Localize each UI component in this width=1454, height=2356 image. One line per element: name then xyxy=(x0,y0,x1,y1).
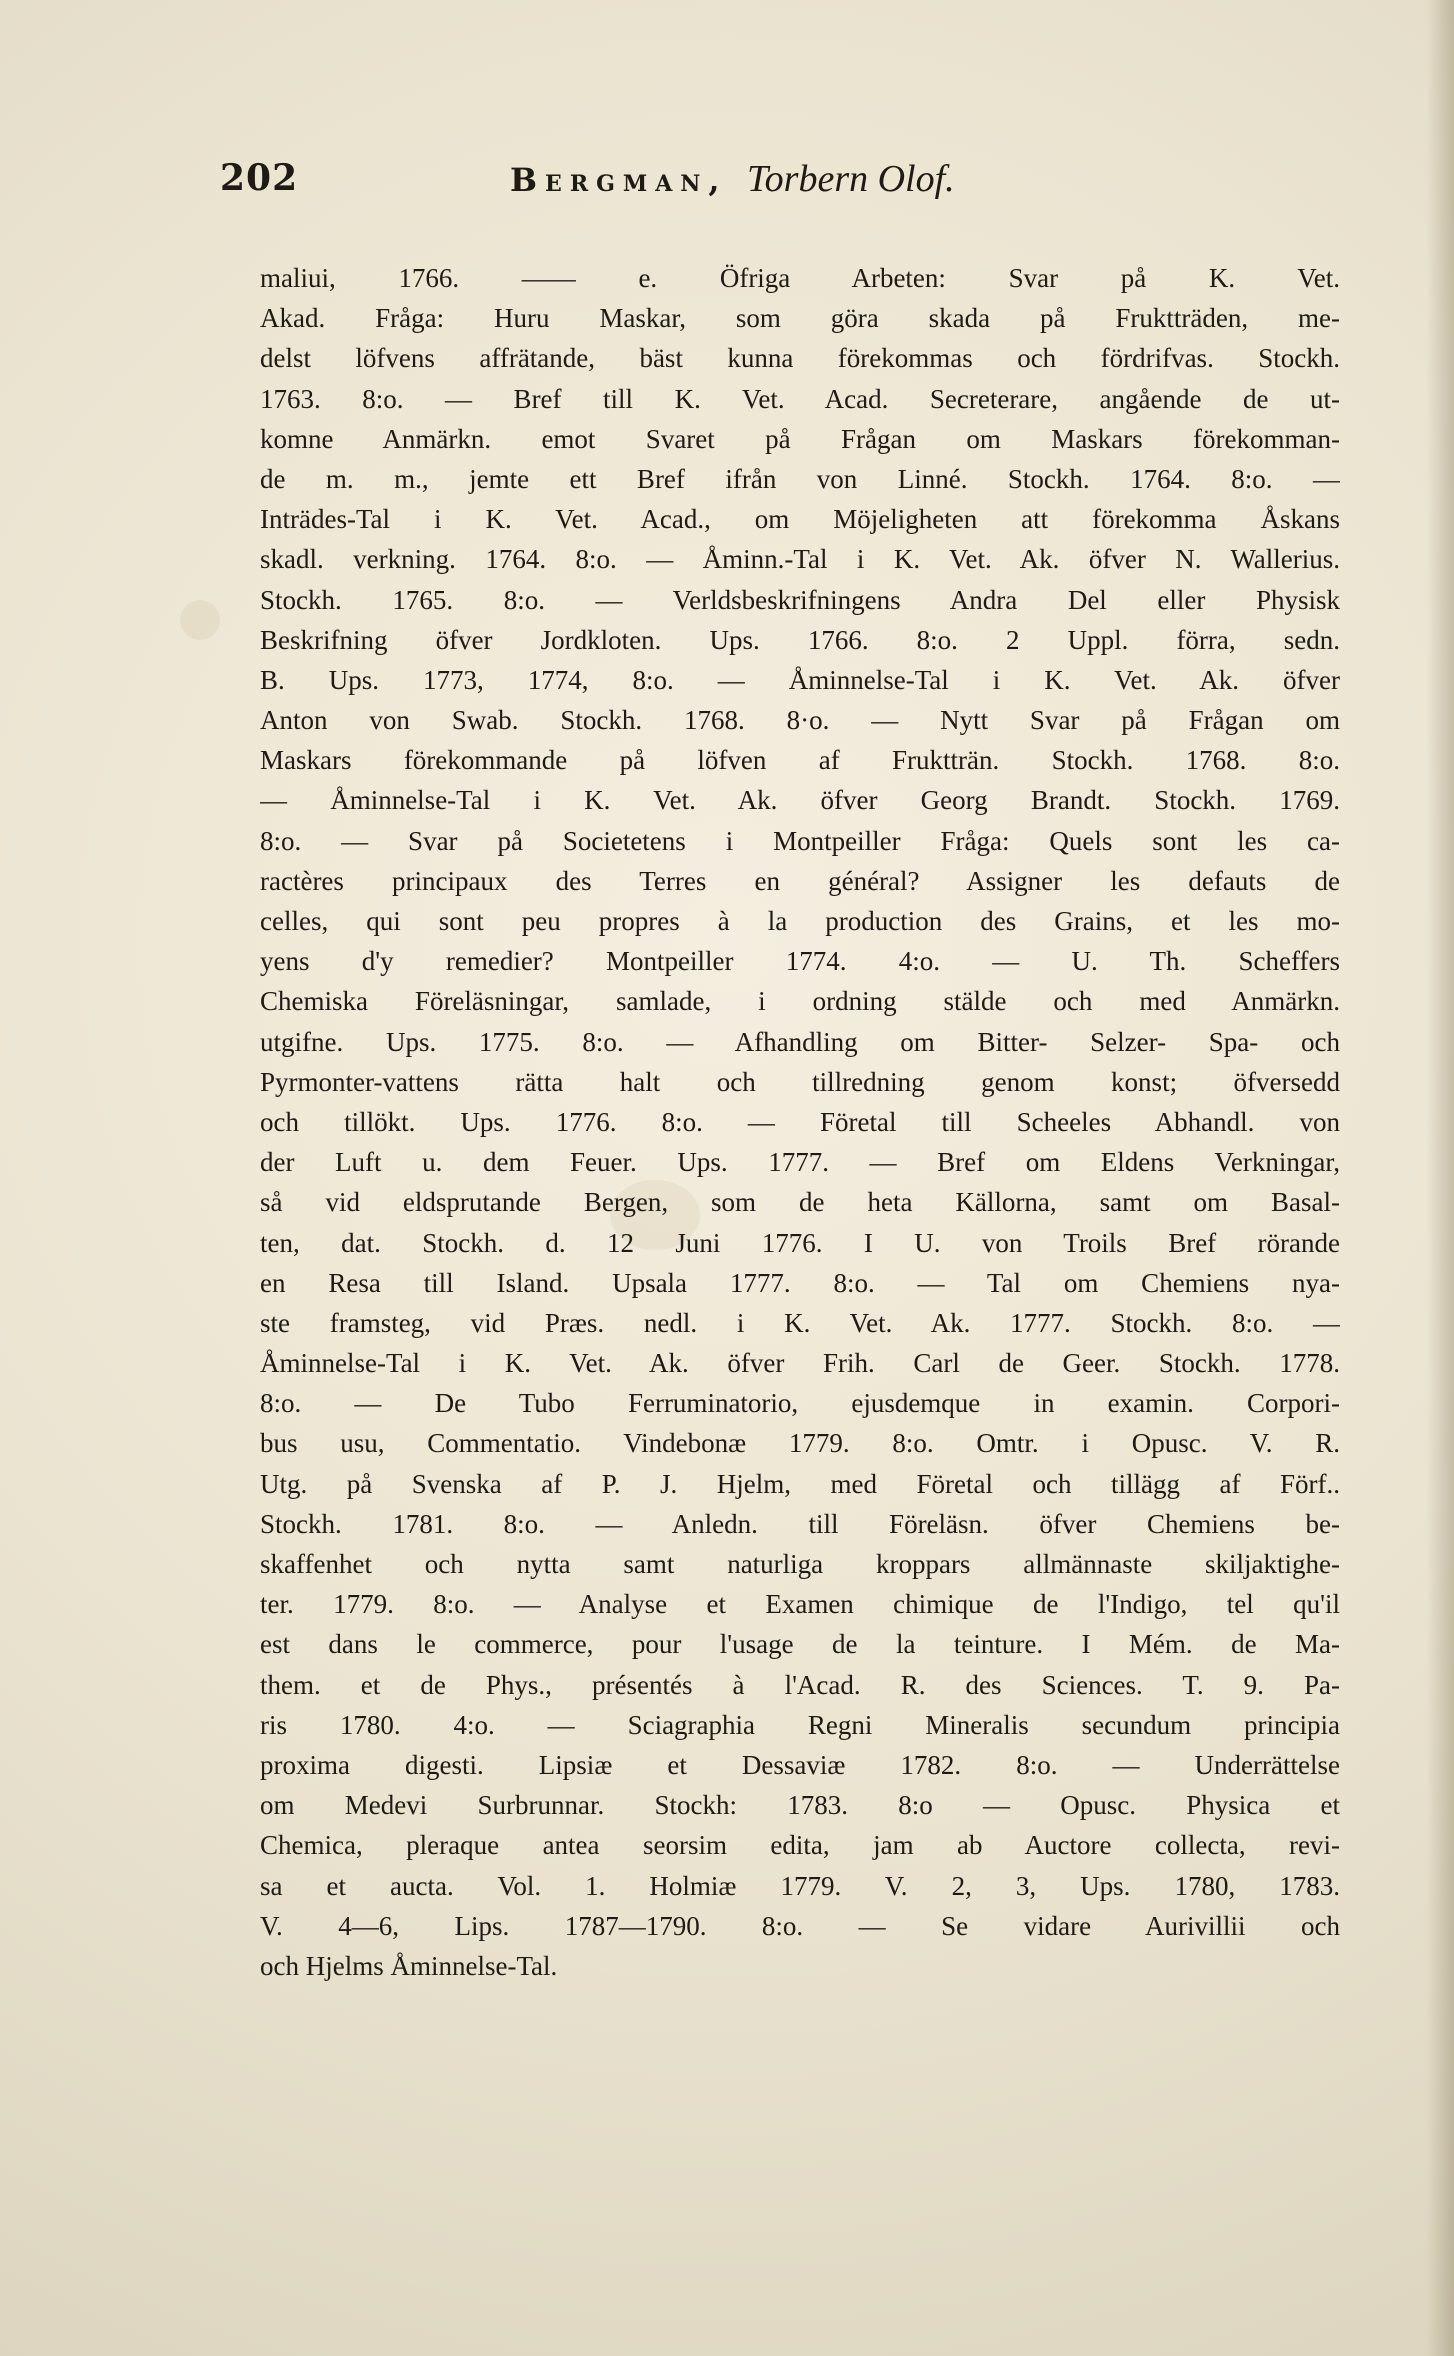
text-line: Chemica, pleraque antea seorsim edita, jam ab Auctore collecta, revi- xyxy=(260,1830,1340,1861)
text-line: 1763. 8:o. — Bref till K. Vet. Acad. Secreterare, angående de ut- xyxy=(260,383,1340,414)
text-line: ter. 1779. 8:o. — Analyse et Examen chimique de l'Indigo, tel qu'il xyxy=(260,1589,1340,1620)
text-line: Åminnelse-Tal i K. Vet. Ak. öfver Frih. Carl de Geer. Stockh. 1778. xyxy=(260,1348,1340,1379)
text-line: them. et de Phys., présentés à l'Acad. R. des Sciences. T. 9. Pa- xyxy=(260,1669,1340,1700)
text-line: Beskrifning öfver Jordkloten. Ups. 1766. 8:o. 2 Uppl. förra, sedn. xyxy=(260,624,1340,655)
text-line: celles, qui sont peu propres à la production des Grains, et les mo- xyxy=(260,906,1340,936)
text-line: Stockh. 1781. 8:o. — Anledn. till Föreläsn. öfver Chemiens be- xyxy=(260,1508,1340,1539)
text-line: så vid eldsprutande Bergen, som de heta Källorna, samt om Basal- xyxy=(260,1187,1340,1218)
text-line: bus usu, Commentatio. Vindebonæ 1779. 8:o. Omtr. i Opusc. V. R. xyxy=(260,1428,1340,1459)
author-given-names: Torbern Olof. xyxy=(747,158,955,200)
text-line: ris 1780. 4:o. — Sciagraphia Regni Mineralis secundum principia xyxy=(260,1709,1340,1740)
running-title xyxy=(510,160,955,198)
text-line: proxima digesti. Lipsiæ et Dessaviæ 1782. 8:o. — Underrättelse xyxy=(260,1749,1340,1780)
text-line: Chemiska Föreläsningar, samlade, i ordning stälde och med Anmärkn. xyxy=(260,986,1340,1017)
text-line: est dans le commerce, pour l'usage de la teinture. I Mém. de Ma- xyxy=(260,1629,1340,1660)
text-line: skaffenhet och nytta samt naturliga kroppars allmännaste skiljaktighe- xyxy=(260,1549,1340,1579)
text-line: utgifne. Ups. 1775. 8:o. — Afhandling om Bitter- Selzer- Spa- och xyxy=(260,1026,1340,1057)
text-line: ractères principaux des Terres en général? Assigner les defauts de xyxy=(260,865,1340,896)
bibliography-text xyxy=(260,258,1340,1986)
text-line: Stockh. 1765. 8:o. — Verldsbeskrifningens Andra Del eller Physisk xyxy=(260,584,1340,615)
text-line: V. 4—6, Lips. 1787—1790. 8:o. — Se vidare Aurivillii och xyxy=(260,1910,1340,1941)
paper-stain xyxy=(180,600,220,640)
text-line: och Hjelms Åminnelse-Tal. xyxy=(260,1950,558,1981)
text-line: delst löfvens affrätande, bäst kunna förekommas och fördrifvas. Stockh. xyxy=(260,343,1340,374)
text-line: de m. m., jemte ett Bref ifrån von Linné. Stockh. 1764. 8:o. — xyxy=(260,463,1340,494)
text-line: B. Ups. 1773, 1774, 8:o. — Åminnelse-Tal i K. Vet. Ak. öfver xyxy=(260,664,1340,695)
text-line: yens d'y remedier? Montpeiller 1774. 4:o. — U. Th. Scheffers xyxy=(260,946,1340,977)
text-line: Pyrmonter-vattens rätta halt och tillredning genom konst; öfversedd xyxy=(260,1066,1340,1097)
page-edge-shadow xyxy=(1426,0,1454,2356)
text-line: der Luft u. dem Feuer. Ups. 1777. — Bref om Eldens Verkningar, xyxy=(260,1147,1340,1178)
text-line: och tillökt. Ups. 1776. 8:o. — Företal till Scheeles Abhandl. von xyxy=(260,1106,1340,1137)
text-line: ste framsteg, vid Præs. nedl. i K. Vet. Ak. 1777. Stockh. 8:o. — xyxy=(260,1307,1340,1338)
text-line: Maskars förekommande på löfven af Fruktträn. Stockh. 1768. 8:o. xyxy=(260,745,1340,776)
text-line: Anton von Swab. Stockh. 1768. 8·o. — Nytt Svar på Frågan om xyxy=(260,705,1340,736)
page-number: 202 xyxy=(220,157,299,199)
page-header xyxy=(220,157,1220,210)
text-line: Utg. på Svenska af P. J. Hjelm, med Företal och tillägg af Förf.. xyxy=(260,1468,1340,1499)
text-line: ten, dat. Stockh. d. 12 Juni 1776. I U. von Troils Bref rörande xyxy=(260,1227,1340,1258)
text-line: 8:o. — De Tubo Ferruminatorio, ejusdemque in examin. Corpori- xyxy=(260,1388,1340,1419)
text-line: Inträdes-Tal i K. Vet. Acad., om Möjeligheten att förekomma Åskans xyxy=(260,504,1340,535)
text-line: en Resa till Island. Upsala 1777. 8:o. — Tal om Chemiens nya- xyxy=(260,1267,1340,1298)
author-surname: Bergman, xyxy=(510,161,728,199)
text-line: sa et aucta. Vol. 1. Holmiæ 1779. V. 2, 3, Ups. 1780, 1783. xyxy=(260,1870,1340,1901)
text-line: Akad. Fråga: Huru Maskar, som göra skada på Fruktträden, me- xyxy=(260,303,1340,334)
text-line: — Åminnelse-Tal i K. Vet. Ak. öfver Georg Brandt. Stockh. 1769. xyxy=(260,785,1340,816)
text-line: maliui, 1766. —— e. Öfriga Arbeten: Svar på K. Vet. xyxy=(260,263,1340,293)
text-line: skadl. verkning. 1764. 8:o. — Åminn.-Tal i K. Vet. Ak. öfver N. Wallerius. xyxy=(260,544,1340,575)
text-line: om Medevi Surbrunnar. Stockh: 1783. 8:o — Opusc. Physica et xyxy=(260,1790,1340,1821)
text-line: komne Anmärkn. emot Svaret på Frågan om Maskars förekomman- xyxy=(260,423,1340,454)
text-line: 8:o. — Svar på Societetens i Montpeiller Fråga: Quels sont les ca- xyxy=(260,825,1340,856)
